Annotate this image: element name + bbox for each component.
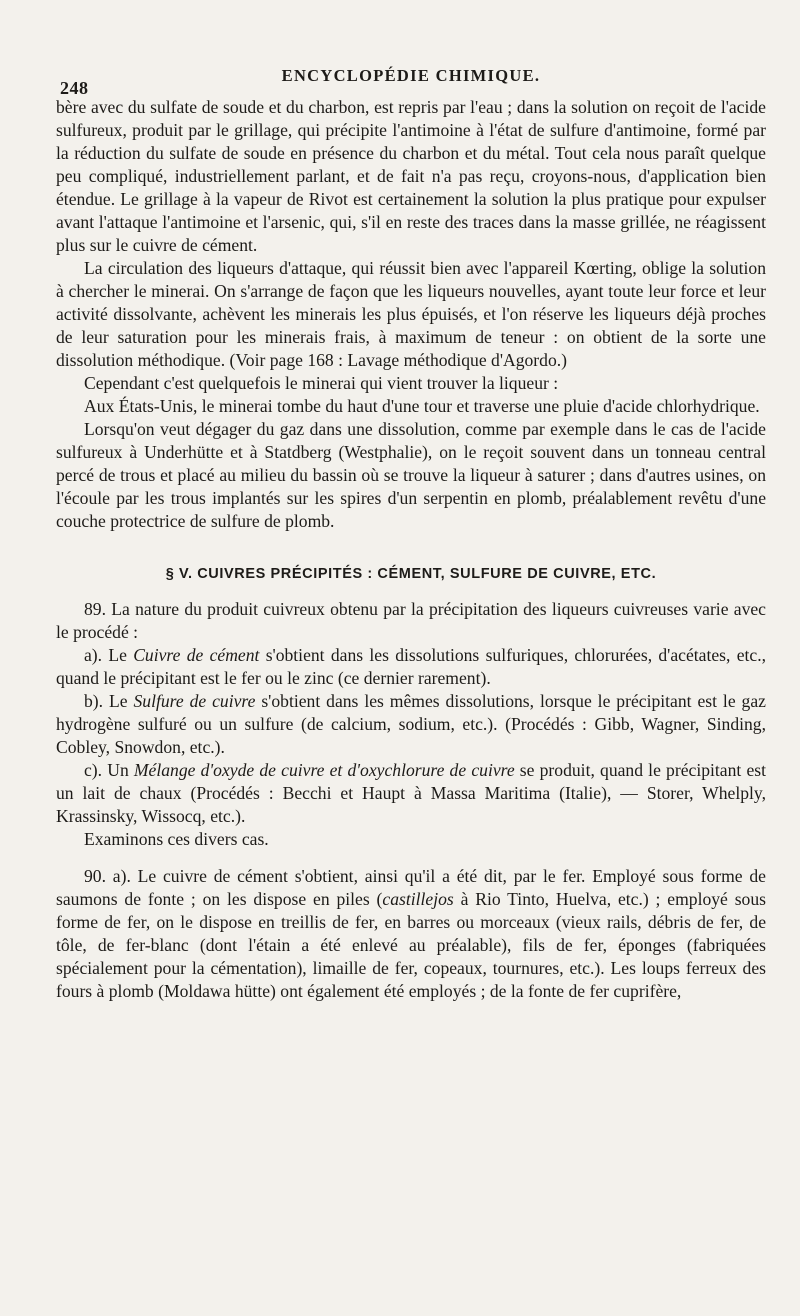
paragraph-circulation: La circulation des liqueurs d'attaque, qui réussit bien avec l'appareil Kœrting, oblige la solution à chercher le minerai. On s'arrange de façon que les liqueurs nouvelles, ayant toute leur force et leur activité dissolvante, achèvent les minerais les plus épuisés, et l'on réserve les liqueurs déjà proches de leur saturation pour les minerais frais, à maximum de teneur : on obtient de la sorte une dissolution méthodique. (Voir page 168 : Lavage méthodique d'Agordo.)	[56, 258, 766, 370]
paragraph-90	[56, 865, 766, 1003]
item-b-term: Sulfure de cuivre	[133, 691, 256, 711]
paragraph-continued: bère avec du sulfate de soude et du charbon, est repris par l'eau ; dans la solution on reçoit de l'acide sulfureux, produit par le grillage, qui précipite l'antimoine à l'état de sulfure d'antimoine, formé par la réduction du sulfate de soude en présence du charbon et du métal. Tout cela nous paraît quelque peu compliqué, industriellement parlant, et de fait n'a pas reçu, croyons-nous, d'application bien étendue. Le grillage à la vapeur de Rivot est certainement la solution la plus pratique pour expulser avant l'attaque l'antimoine et l'arsenic, qui, s'il en reste des traces dans la masse grillée, ne réagissent plus sur le cuivre de cément.	[56, 97, 766, 255]
paragraph-gap	[56, 851, 766, 865]
section-heading: § V. CUIVRES PRÉCIPITÉS : CÉMENT, SULFURE DE CUIVRE, ETC.	[165, 566, 657, 582]
paragraph-90-prefix: 90. a). Le cuivre de cément s'obtient, ainsi qu'il a été dit, par le fer. Employé sous forme de saumons de fonte ; on les dispose en piles (	[56, 866, 766, 909]
item-b-text: s'obtient dans les mêmes dissolutions, lorsque le précipitant est le gaz hydrogène sulfuré ou un sulfure (de calcium, sodium, etc.). (Procédés : Gibb, Wagner, Sinding, Cobley, Snowdon, etc.).	[56, 691, 766, 757]
item-c-text: se produit, quand le précipitant est un lait de chaux (Procédés : Becchi et Haupt à Massa Maritima (Italie), — Storer, Whelply, Krassinsky, Wissocq, etc.).	[56, 760, 766, 826]
paragraph-89-closing: Examinons ces divers cas.	[84, 829, 269, 849]
item-a-term: Cuivre de cément	[133, 645, 260, 665]
paragraph-89-intro: 89. La nature du produit cuivreux obtenu par la précipitation des liqueurs cuivreuses varie avec le procédé :	[56, 599, 766, 642]
paragraph-89-c	[56, 759, 766, 828]
paragraph-etats-unis: Aux États-Unis, le minerai tombe du haut d'une tour et traverse une pluie d'acide chlorhydrique.	[84, 396, 760, 416]
item-b-prefix: b). Le	[84, 691, 134, 711]
paragraph-89-b	[56, 690, 766, 759]
item-a-text: s'obtient dans les dissolutions sulfuriques, chlorurées, d'acétates, etc., quand le précipitant est le fer ou le zinc (ce dernier rarement).	[56, 645, 766, 688]
paragraph-cependant: Cependant c'est quelquefois le minerai qui vient trouver la liqueur :	[84, 373, 559, 393]
paragraph-90-text: à Rio Tinto, Huelva, etc.) ; employé sous forme de fer, on le dispose en treillis de fer, en barres ou morceaux (vieux rails, débris de fer, de tôle, de fer-blanc (dont l'étain a été enlevé au préalable), fils de fer, éponges (fabriquées spécialement pour la cémentation), limaille de fer, copeaux, tournures, etc.). Les loups ferreux des fours à plomb (Moldawa hütte) ont également été employés ; de la fonte de fer cuprifère,	[56, 889, 766, 1001]
page-number: 248	[60, 78, 89, 98]
paragraph-89-a	[56, 644, 766, 690]
paragraph-gaz: Lorsqu'on veut dégager du gaz dans une dissolution, comme par exemple dans le cas de l'acide sulfureux à Underhütte et à Statdberg (Westphalie), on le reçoit souvent dans un tonneau central percé de trous et placé au milieu du bassin où se trouve la liqueur à saturer ; dans d'autres usines, on l'écoule par les trous implantés sur les spires d'un serpentin en plomb, préalablement revêtu d'une couche protectrice de sulfure de plomb.	[56, 419, 766, 531]
page-body	[56, 96, 766, 1003]
page-header	[56, 60, 766, 98]
item-c-prefix: c). Un	[84, 760, 134, 780]
item-a-prefix: a). Le	[84, 645, 134, 665]
running-title: ENCYCLOPÉDIE CHIMIQUE.	[281, 66, 541, 85]
paragraph-90-term: castillejos	[382, 889, 454, 909]
item-c-term: Mélange d'oxyde de cuivre et d'oxychlorure de cuivre	[133, 760, 515, 780]
